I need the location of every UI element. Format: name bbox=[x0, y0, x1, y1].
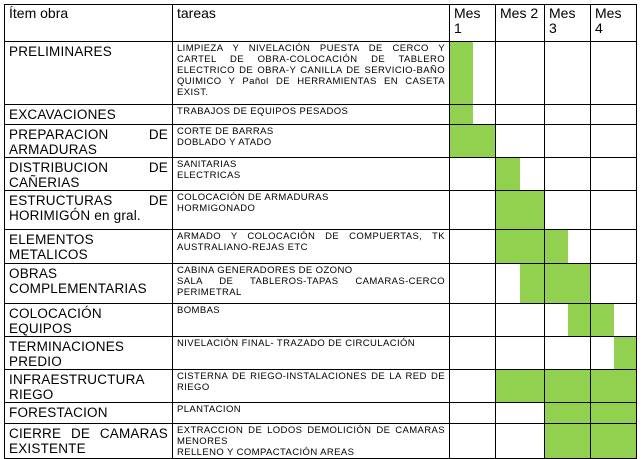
month-cell-3 bbox=[545, 230, 591, 264]
month-cell-4 bbox=[591, 191, 637, 230]
header-item-obra: Ítem obra bbox=[5, 5, 173, 42]
month-cell-1 bbox=[450, 42, 496, 105]
month-cell-3 bbox=[545, 304, 591, 337]
schedule-bar bbox=[496, 230, 544, 263]
tareas-cell bbox=[173, 125, 450, 158]
schedule-bar bbox=[545, 424, 590, 458]
schedule-bar bbox=[545, 230, 568, 263]
tarea-line: BOMBAS bbox=[177, 305, 221, 316]
schedule-bar bbox=[520, 264, 544, 303]
tarea-line: TRABAJOS DE EQUIPOS PESADOS bbox=[177, 106, 349, 117]
schedule-bar bbox=[545, 370, 590, 402]
month-cell-2 bbox=[496, 370, 545, 403]
schedule-bar bbox=[568, 304, 591, 336]
schedule-bar bbox=[496, 158, 520, 190]
tareas-cell bbox=[173, 42, 450, 105]
month-cell-1 bbox=[450, 230, 496, 264]
month-cell-2 bbox=[496, 337, 545, 370]
item-obra-cell: PREPARACION DE ARMADURAS bbox=[5, 125, 173, 158]
tarea-line: COLOCACIÓN DE ARMADURAS bbox=[177, 192, 329, 203]
month-cell-2 bbox=[496, 125, 545, 158]
table-row bbox=[5, 230, 637, 264]
item-obra-cell: PRELIMINARES bbox=[5, 42, 173, 105]
schedule-bar bbox=[450, 42, 473, 104]
table-row bbox=[5, 304, 637, 337]
schedule-bar bbox=[496, 370, 544, 402]
month-cell-1 bbox=[450, 370, 496, 403]
month-cell-4 bbox=[591, 125, 637, 158]
item-obra-cell: DISTRIBUCION DE CAÑERIAS bbox=[5, 158, 173, 191]
month-cell-3 bbox=[545, 403, 591, 424]
month-cell-3 bbox=[545, 424, 591, 459]
month-cell-1 bbox=[450, 337, 496, 370]
table-row bbox=[5, 158, 637, 191]
gantt-table bbox=[4, 4, 637, 459]
month-cell-1 bbox=[450, 424, 496, 459]
item-obra-cell: ELEMENTOS METALICOS bbox=[5, 230, 173, 264]
schedule-bar bbox=[591, 370, 636, 402]
table-row bbox=[5, 264, 637, 304]
item-obra-cell: OBRAS COMPLEMENTARIAS bbox=[5, 264, 173, 304]
table-row bbox=[5, 105, 637, 125]
month-cell-4 bbox=[591, 230, 637, 264]
item-obra-cell: CIERRE DE CAMARAS EXISTENTE bbox=[5, 424, 173, 459]
schedule-bar bbox=[496, 191, 544, 229]
tareas-cell bbox=[173, 191, 450, 230]
table-row bbox=[5, 337, 637, 370]
month-cell-4 bbox=[591, 304, 637, 337]
table-row bbox=[5, 42, 637, 105]
month-cell-4 bbox=[591, 370, 637, 403]
tarea-line: CISTERNA DE RIEGO-INSTALACIONES DE LA RED DE RIEGO bbox=[177, 371, 445, 393]
item-obra-cell: COLOCACIÓN EQUIPOS bbox=[5, 304, 173, 337]
month-cell-1 bbox=[450, 125, 496, 158]
month-cell-2 bbox=[496, 230, 545, 264]
schedule-bar bbox=[614, 337, 637, 369]
tareas-cell bbox=[173, 337, 450, 370]
schedule-bar bbox=[591, 304, 614, 336]
month-cell-1 bbox=[450, 403, 496, 424]
tarea-line: LIMPIEZA Y NIVELACIÓN PUESTA DE CERCO Y CARTEL DE OBRA-COLOCACIÓN DE TABLERO ELECTRICO DE OBRA-Y CANILLA DE SERVICIO-BAÑO QUIMICO Y Pañol DE HERRAMIENTAS EN CASETA EXIST. bbox=[177, 43, 445, 98]
month-cell-4 bbox=[591, 105, 637, 125]
schedule-bar bbox=[450, 105, 473, 124]
month-cell-3 bbox=[545, 158, 591, 191]
month-cell-3 bbox=[545, 264, 591, 304]
month-cell-4 bbox=[591, 403, 637, 424]
month-cell-1 bbox=[450, 304, 496, 337]
month-cell-2 bbox=[496, 304, 545, 337]
month-cell-4 bbox=[591, 264, 637, 304]
tareas-cell bbox=[173, 158, 450, 191]
header-mes-1: Mes 1 bbox=[450, 5, 496, 42]
month-cell-3 bbox=[545, 191, 591, 230]
tarea-line: SALA DE TABLEROS-TAPAS CAMARAS-CERCO PERIMETRAL bbox=[177, 276, 445, 298]
item-obra-cell: INFRAESTRUCTURA RIEGO bbox=[5, 370, 173, 403]
month-cell-2 bbox=[496, 42, 545, 105]
tarea-line: EXTRACCION DE LODOS DEMOLICIÓN DE CAMARAS MENORES bbox=[177, 425, 445, 447]
month-cell-2 bbox=[496, 158, 545, 191]
table-row bbox=[5, 125, 637, 158]
month-cell-3 bbox=[545, 337, 591, 370]
tareas-cell bbox=[173, 230, 450, 264]
month-cell-2 bbox=[496, 264, 545, 304]
tareas-cell bbox=[173, 105, 450, 125]
tarea-line: ELECTRICAS bbox=[177, 170, 241, 181]
schedule-bar bbox=[545, 403, 590, 423]
item-obra-cell: FORESTACION bbox=[5, 403, 173, 424]
gantt-body bbox=[5, 42, 637, 459]
month-cell-4 bbox=[591, 42, 637, 105]
table-row bbox=[5, 403, 637, 424]
header-mes-2: Mes 2 bbox=[496, 5, 545, 42]
schedule-bar bbox=[545, 264, 590, 303]
month-cell-2 bbox=[496, 191, 545, 230]
tareas-cell bbox=[173, 264, 450, 304]
month-cell-3 bbox=[545, 105, 591, 125]
tarea-line: CORTE DE BARRAS bbox=[177, 126, 274, 137]
month-cell-4 bbox=[591, 158, 637, 191]
tareas-cell bbox=[173, 304, 450, 337]
tareas-cell bbox=[173, 370, 450, 403]
month-cell-2 bbox=[496, 424, 545, 459]
month-cell-3 bbox=[545, 125, 591, 158]
tarea-line: HORMIGONADO bbox=[177, 203, 256, 214]
schedule-bar bbox=[591, 424, 636, 458]
item-obra-cell: TERMINACIONES PREDIO bbox=[5, 337, 173, 370]
month-cell-2 bbox=[496, 403, 545, 424]
month-cell-3 bbox=[545, 42, 591, 105]
tarea-line: ARMADO Y COLOCACIÓN DE COMPUERTAS, TK AUSTRALIANO-REJAS ETC bbox=[177, 231, 445, 253]
month-cell-1 bbox=[450, 191, 496, 230]
header-mes-4: Mes 4 bbox=[591, 5, 637, 42]
header-mes-3: Mes 3 bbox=[545, 5, 591, 42]
schedule-bar bbox=[591, 403, 636, 423]
table-row bbox=[5, 370, 637, 403]
header-row bbox=[5, 5, 637, 42]
item-obra-cell: EXCAVACIONES bbox=[5, 105, 173, 125]
tareas-cell bbox=[173, 424, 450, 459]
tarea-line: DOBLADO Y ATADO bbox=[177, 137, 272, 148]
month-cell-1 bbox=[450, 105, 496, 125]
tarea-line: NIVELACIÓN FINAL- TRAZADO DE CIRCULACIÓN bbox=[177, 338, 416, 349]
tarea-line: RELLENO Y COMPACTACIÓN AREAS bbox=[177, 447, 355, 458]
header-tareas: tareas bbox=[173, 5, 450, 42]
month-cell-3 bbox=[545, 370, 591, 403]
tarea-line: SANITARIAS bbox=[177, 159, 237, 170]
tarea-line: CABINA GENERADORES DE OZONO bbox=[177, 265, 353, 276]
month-cell-4 bbox=[591, 424, 637, 459]
month-cell-4 bbox=[591, 337, 637, 370]
month-cell-1 bbox=[450, 264, 496, 304]
table-row bbox=[5, 191, 637, 230]
item-obra-cell: ESTRUCTURAS DE HORIMIGÓN en gral. bbox=[5, 191, 173, 230]
tarea-line: PLANTACION bbox=[177, 404, 242, 415]
month-cell-1 bbox=[450, 158, 496, 191]
tareas-cell bbox=[173, 403, 450, 424]
month-cell-2 bbox=[496, 105, 545, 125]
schedule-bar bbox=[450, 125, 495, 157]
table-row bbox=[5, 424, 637, 459]
